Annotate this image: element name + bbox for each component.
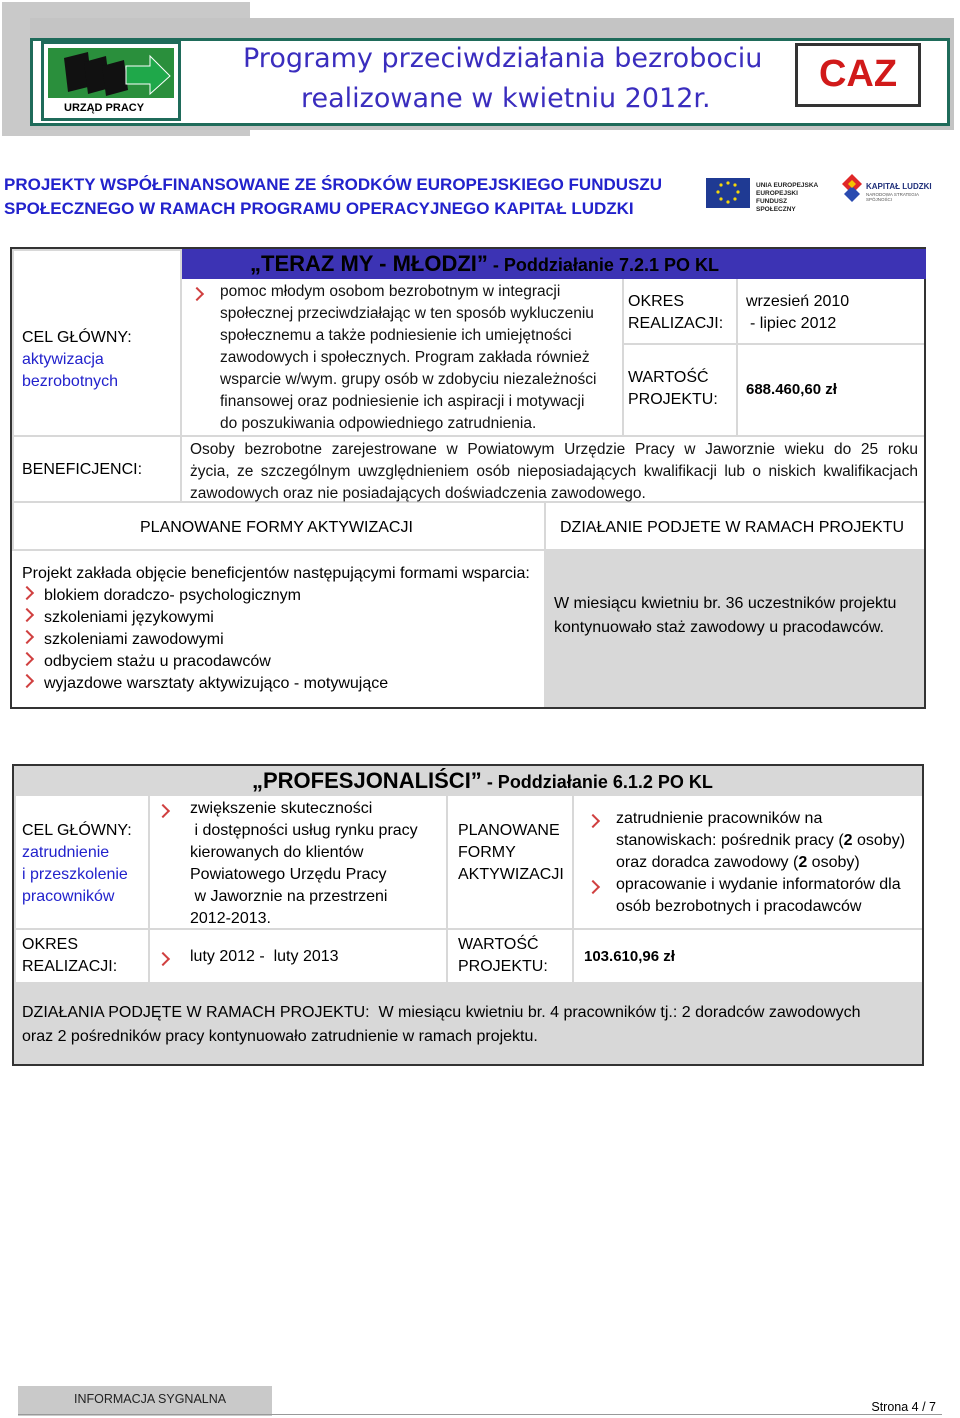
count: 2 xyxy=(843,832,853,849)
text-part: stanowiskach: pośrednik pracy ( xyxy=(616,832,844,849)
chevron-right-icon xyxy=(586,880,600,894)
chevron-right-icon xyxy=(156,952,170,966)
goal-value-line1: aktywizacja xyxy=(22,351,104,368)
goal-label: CEL GŁÓWNY: xyxy=(22,822,132,839)
actions-header: DZIAŁANIE PODJETE W RAMACH PROJEKTU xyxy=(560,519,905,536)
planned-forms-list xyxy=(22,585,388,695)
goal-text-line: w Jaworznie na przestrzeni xyxy=(190,888,388,905)
page-number: Strona 4 / 7 xyxy=(871,1400,936,1414)
project-profesjonalisci xyxy=(12,764,924,1066)
goal-text-line: kierowanych do klientów xyxy=(190,844,364,861)
page-title-line1: Programy przeciwdziałania bezrobociu xyxy=(243,43,763,74)
eu-logo-line3: FUNDUSZ SPOŁECZNY xyxy=(756,198,796,213)
list-item-label: szkoleniami językowymi xyxy=(44,609,214,626)
goal-text-line: zwiększenie skuteczności xyxy=(190,800,373,817)
forms-item-line: opracowanie i wydanie informatorów dla xyxy=(616,876,901,893)
description-line: społecznemu a także podniesienie ich umiejętności xyxy=(220,327,572,344)
period-label-line1: OKRES xyxy=(628,293,685,310)
actions-line1: W miesiącu kwietniu br. 36 uczestników projektu xyxy=(554,595,897,612)
forms-item-2 xyxy=(616,874,901,918)
beneficiaries-text xyxy=(190,439,918,505)
project-teraz-my-mlodzi xyxy=(10,247,926,709)
list-item xyxy=(22,629,388,651)
actions-text-1: W miesiącu kwietniu br. 4 pracowników tj.: 2 doradców zawodowych xyxy=(369,1004,861,1021)
forms-label-line3: AKTYWIZACJI xyxy=(458,866,564,883)
list-item xyxy=(22,607,388,629)
period-value: luty 2012 - luty 2013 xyxy=(190,948,339,965)
urzad-pracy-logo xyxy=(41,41,181,121)
project-title xyxy=(252,768,713,794)
actions-line2: oraz 2 pośredników pracy kontynuowało zatrudnienie w ramach projektu. xyxy=(22,1028,538,1045)
project-title-main: „TERAZ MY - MŁODZI” xyxy=(250,251,488,276)
page-title-line2: realizowane w kwietniu 2012r. xyxy=(301,83,711,114)
text-part: oraz doradca zawodowy ( xyxy=(616,854,799,871)
forms-item-1 xyxy=(616,808,905,874)
project-title-sub: - Poddziałanie 6.1.2 PO KL xyxy=(481,772,713,792)
description-line: wsparcie w/wym. grupy osób w zdobyciu niezależności xyxy=(220,371,597,388)
actions-cell xyxy=(16,986,922,1062)
header-panel xyxy=(30,38,950,126)
actions-line2: kontynuowało staż zawodowy u pracodawców. xyxy=(554,619,884,636)
actions-cell xyxy=(546,551,924,707)
beneficiaries-label: BENEFICJENCI: xyxy=(22,461,143,478)
chevron-right-icon xyxy=(20,608,34,622)
description-line: zawodowych i społecznych. Program zakłada również xyxy=(220,349,590,366)
planned-forms-header-cell xyxy=(14,503,544,549)
chevron-right-icon xyxy=(156,804,170,818)
goal-text-line: i dostępności usług rynku pracy xyxy=(190,822,418,839)
goal-label: CEL GŁÓWNY: xyxy=(22,329,132,346)
beneficiaries-line: Osoby bezrobotne zarejestrowane w Powiatowym Urzędzie Pracy w Jaworznie wieku do 25 roku xyxy=(190,441,918,458)
eu-logo-line2: EUROPEJSKI xyxy=(756,190,798,197)
list-item xyxy=(22,673,388,695)
beneficiaries-label-cell xyxy=(14,437,180,501)
planned-forms-cell xyxy=(12,551,544,707)
goal-value-line2: i przeszkolenie xyxy=(22,866,128,883)
forms-item-line: osób bezrobotnych i pracodawców xyxy=(616,898,862,915)
eu-flag-icon xyxy=(706,178,750,212)
forms-item-line xyxy=(616,830,905,852)
project-value: 103.610,96 zł xyxy=(584,948,675,965)
list-item xyxy=(22,585,388,607)
projects-heading-line1: PROJEKTY WSPÓŁFINANSOWANE ZE ŚRODKÓW EUROPEJSKIEGO FUNDUSZU xyxy=(4,175,663,194)
planned-forms-header: PLANOWANE FORMY AKTYWIZACJI xyxy=(140,519,413,536)
description-line: do poszukiwania odpowiedniego zatrudnienia. xyxy=(220,415,537,432)
kapital-ludzki-logo xyxy=(842,172,942,212)
description-line: finansowej oraz podniesienie ich aspiracji i motywacji xyxy=(220,393,585,410)
planned-forms-intro: Projekt zakłada objęcie beneficjentów następującymi formami wsparcia: xyxy=(22,565,530,582)
project-title xyxy=(250,251,719,277)
footer-divider xyxy=(18,1414,942,1415)
kl-logo-line2: NARODOWA STRATEGIA SPÓJNOŚCI xyxy=(866,192,919,202)
forms-label-cell xyxy=(448,796,572,928)
goal-value-line3: pracowników xyxy=(22,888,115,905)
chevron-right-icon xyxy=(190,287,204,301)
value-label-cell xyxy=(448,930,572,982)
caz-logo: CAZ xyxy=(795,43,921,107)
actions-line1 xyxy=(22,1002,860,1024)
description-cell xyxy=(182,279,622,435)
text-part: osoby) xyxy=(807,854,860,871)
value-amount-cell xyxy=(738,345,924,435)
chevron-right-icon xyxy=(20,630,34,644)
period-value-line2: - lipiec 2012 xyxy=(750,315,837,332)
project-title-main: „PROFESJONALIŚCI” xyxy=(252,768,482,793)
projects-heading-line2: SPOŁECZNEGO W RAMACH PROGRAMU OPERACYJNEGO KAPITAŁ LUDZKI xyxy=(4,199,634,218)
period-label-line2: REALIZACJI: xyxy=(22,958,118,975)
value-label-line1: WARTOŚĆ xyxy=(458,936,539,953)
period-value-cell xyxy=(738,279,924,343)
description-line: społecznej przeciwdziałając w ten sposób wykluczeniu xyxy=(220,305,594,322)
beneficiaries-line: zawodowych oraz nie posiadających doświadczenia zawodowego. xyxy=(190,485,646,502)
actions-header-cell xyxy=(546,503,924,549)
period-label-cell xyxy=(624,279,736,343)
goal-text-line: Powiatowego Urzędu Pracy xyxy=(190,866,387,883)
goal-value-line1: zatrudnienie xyxy=(22,844,110,861)
text-part: osoby) xyxy=(852,832,906,849)
list-item-label: wyjazdowe warsztaty aktywizująco - motywujące xyxy=(44,675,389,692)
chevron-right-icon xyxy=(586,814,600,828)
project-value: 688.460,60 zł xyxy=(746,381,837,398)
projects-heading xyxy=(4,173,694,221)
chevron-right-icon xyxy=(20,586,34,600)
period-label-cell xyxy=(16,930,148,982)
actions-label: DZIAŁANIA PODJĘTE W RAMACH PROJEKTU: xyxy=(22,1004,370,1021)
forms-item-line xyxy=(616,852,905,874)
list-item-label: szkoleniami zawodowymi xyxy=(44,631,224,648)
forms-list-cell xyxy=(574,796,922,928)
kapital-ludzki-emblem-icon xyxy=(842,174,862,206)
period-label-line2: REALIZACJI: xyxy=(628,315,724,332)
period-value-line1: wrzesień 2010 xyxy=(746,293,850,310)
forms-label-line2: FORMY xyxy=(458,844,516,861)
description-line: pomoc młodym osobom bezrobotnym w integracji xyxy=(220,283,561,300)
goal-text-cell xyxy=(150,796,446,928)
footer-label: INFORMACJA SYGNALNA xyxy=(74,1392,227,1406)
list-item-label: odbyciem stażu u pracodawców xyxy=(44,653,271,670)
logo-graphic-icon xyxy=(44,48,178,100)
value-label-line1: WARTOŚĆ xyxy=(628,369,709,386)
value-label-line2: PROJEKTU: xyxy=(458,958,548,975)
value-label-line2: PROJEKTU: xyxy=(628,391,718,408)
beneficiaries-text-cell xyxy=(182,437,924,501)
goal-label-cell xyxy=(16,796,148,928)
project-title-sub: - Poddziałanie 7.2.1 PO KL xyxy=(487,255,719,275)
list-item-label: blokiem doradczo- psychologicznym xyxy=(44,587,301,604)
chevron-right-icon xyxy=(20,652,34,666)
eu-logo-line1: UNIA EUROPEJSKA xyxy=(756,182,819,189)
goal-value-line2: bezrobotnych xyxy=(22,373,119,390)
kl-logo-line1: KAPITAŁ LUDZKI xyxy=(866,182,932,191)
forms-item-line: zatrudnienie pracowników na xyxy=(616,810,823,827)
chevron-right-icon xyxy=(20,674,34,688)
value-label-cell xyxy=(624,345,736,435)
goal-text xyxy=(190,798,418,930)
period-value-cell xyxy=(150,930,446,982)
goal-label-cell xyxy=(14,251,180,435)
description-text xyxy=(220,281,620,435)
forms-label-line1: PLANOWANE xyxy=(458,822,560,839)
list-item xyxy=(22,651,388,673)
count: 2 xyxy=(798,854,808,871)
logo-text: URZĄD PRACY xyxy=(64,102,145,114)
beneficiaries-line: życia, ze szczególnym uwzględnieniem osób nieposiadających kwalifikacji lub o niskich kwalifikacjach xyxy=(190,463,918,480)
eu-fund-logo xyxy=(706,172,824,216)
period-label-line1: OKRES xyxy=(22,936,79,953)
goal-text-line: 2012-2013. xyxy=(190,910,271,927)
value-amount-cell xyxy=(574,930,922,982)
